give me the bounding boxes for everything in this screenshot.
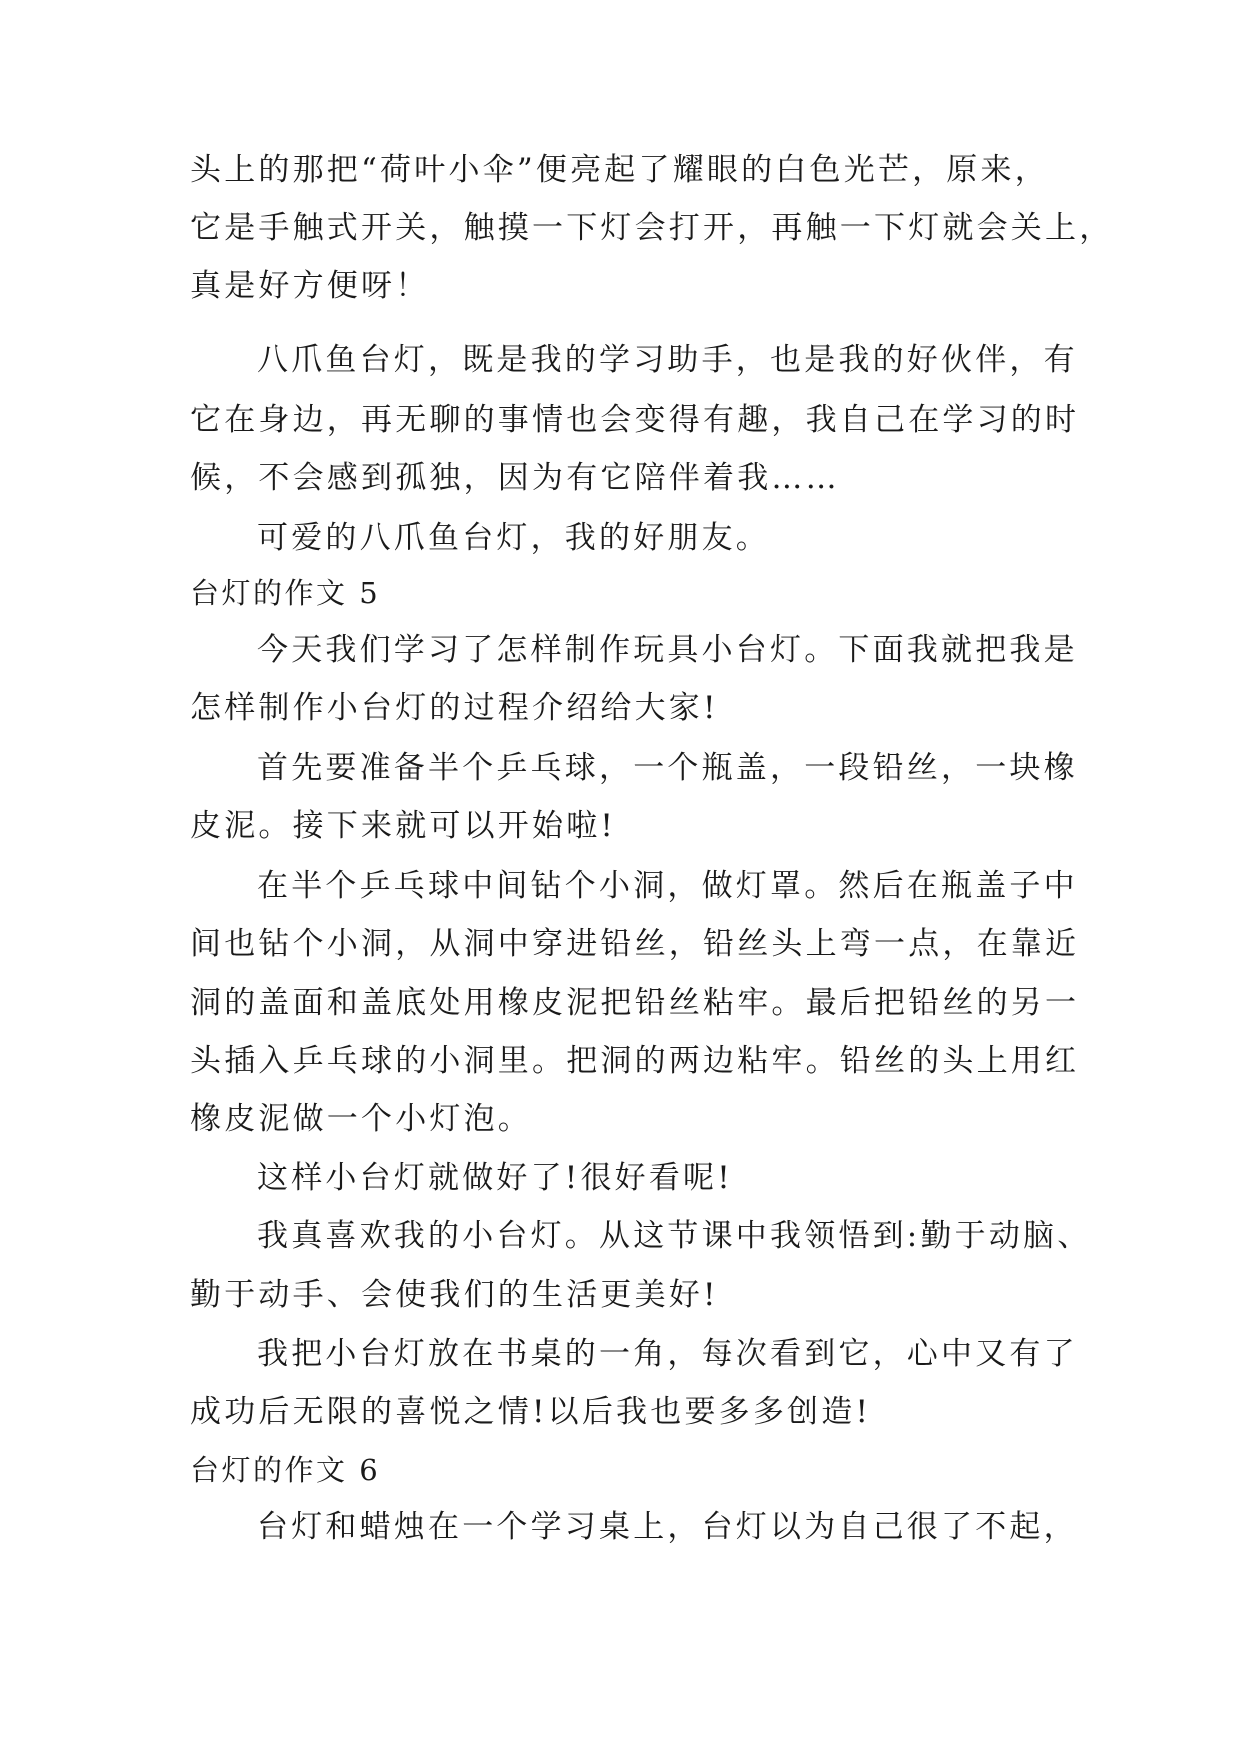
paragraph-line: 头上的那把“荷叶小伞”便亮起了耀眼的白色光芒，原来， <box>190 152 1049 188</box>
paragraph-line: 它是手触式开关，触摸一下灯会打开，再触一下灯就会关上， <box>190 210 1114 246</box>
section-heading: 台灯的作文 6 <box>190 1453 381 1487</box>
paragraph-line: 候，不会感到孤独，因为有它陪伴着我…… <box>190 460 840 496</box>
paragraph-line: 今天我们学习了怎样制作玩具小台灯。下面我就把我是 <box>257 632 1078 668</box>
paragraph-line: 头插入乒乓球的小洞里。把洞的两边粘牢。铅丝的头上用红 <box>190 1043 1080 1079</box>
paragraph-line: 我把小台灯放在书桌的一角，每次看到它，心中又有了 <box>257 1336 1078 1372</box>
section-heading: 台灯的作文 5 <box>190 576 381 610</box>
paragraph-line: 首先要准备半个乒乓球，一个瓶盖，一段铅丝，一块橡 <box>257 750 1078 786</box>
paragraph-line: 真是好方便呀！ <box>190 268 430 304</box>
paragraph-line: 台灯和蜡烛在一个学习桌上，台灯以为自己很了不起， <box>257 1509 1078 1545</box>
paragraph-line: 怎样制作小台灯的过程介绍给大家! <box>190 690 719 726</box>
paragraph-line: 我真喜欢我的小台灯。从这节课中我领悟到:勤于动脑、 <box>257 1218 1092 1254</box>
paragraph-line: 洞的盖面和盖底处用橡皮泥把铅丝粘牢。最后把铅丝的另一 <box>190 985 1080 1021</box>
paragraph-line: 间也钻个小洞，从洞中穿进铅丝，铅丝头上弯一点，在靠近 <box>190 926 1080 962</box>
paragraph-line: 八爪鱼台灯，既是我的学习助手，也是我的好伙伴，有 <box>257 342 1078 378</box>
paragraph-line: 在半个乒乓球中间钻个小洞，做灯罩。然后在瓶盖子中 <box>257 868 1078 904</box>
paragraph-line: 这样小台灯就做好了!很好看呢! <box>257 1160 733 1196</box>
paragraph-line: 它在身边，再无聊的事情也会变得有趣，我自己在学习的时 <box>190 402 1080 438</box>
paragraph-line: 可爱的八爪鱼台灯，我的好朋友。 <box>257 520 770 556</box>
paragraph-line: 橡皮泥做一个小灯泡。 <box>190 1101 532 1137</box>
paragraph-line: 皮泥。接下来就可以开始啦! <box>190 808 617 844</box>
paragraph-line: 勤于动手、会使我们的生活更美好! <box>190 1277 719 1313</box>
paragraph-line: 成功后无限的喜悦之情!以后我也要多多创造! <box>190 1394 872 1430</box>
